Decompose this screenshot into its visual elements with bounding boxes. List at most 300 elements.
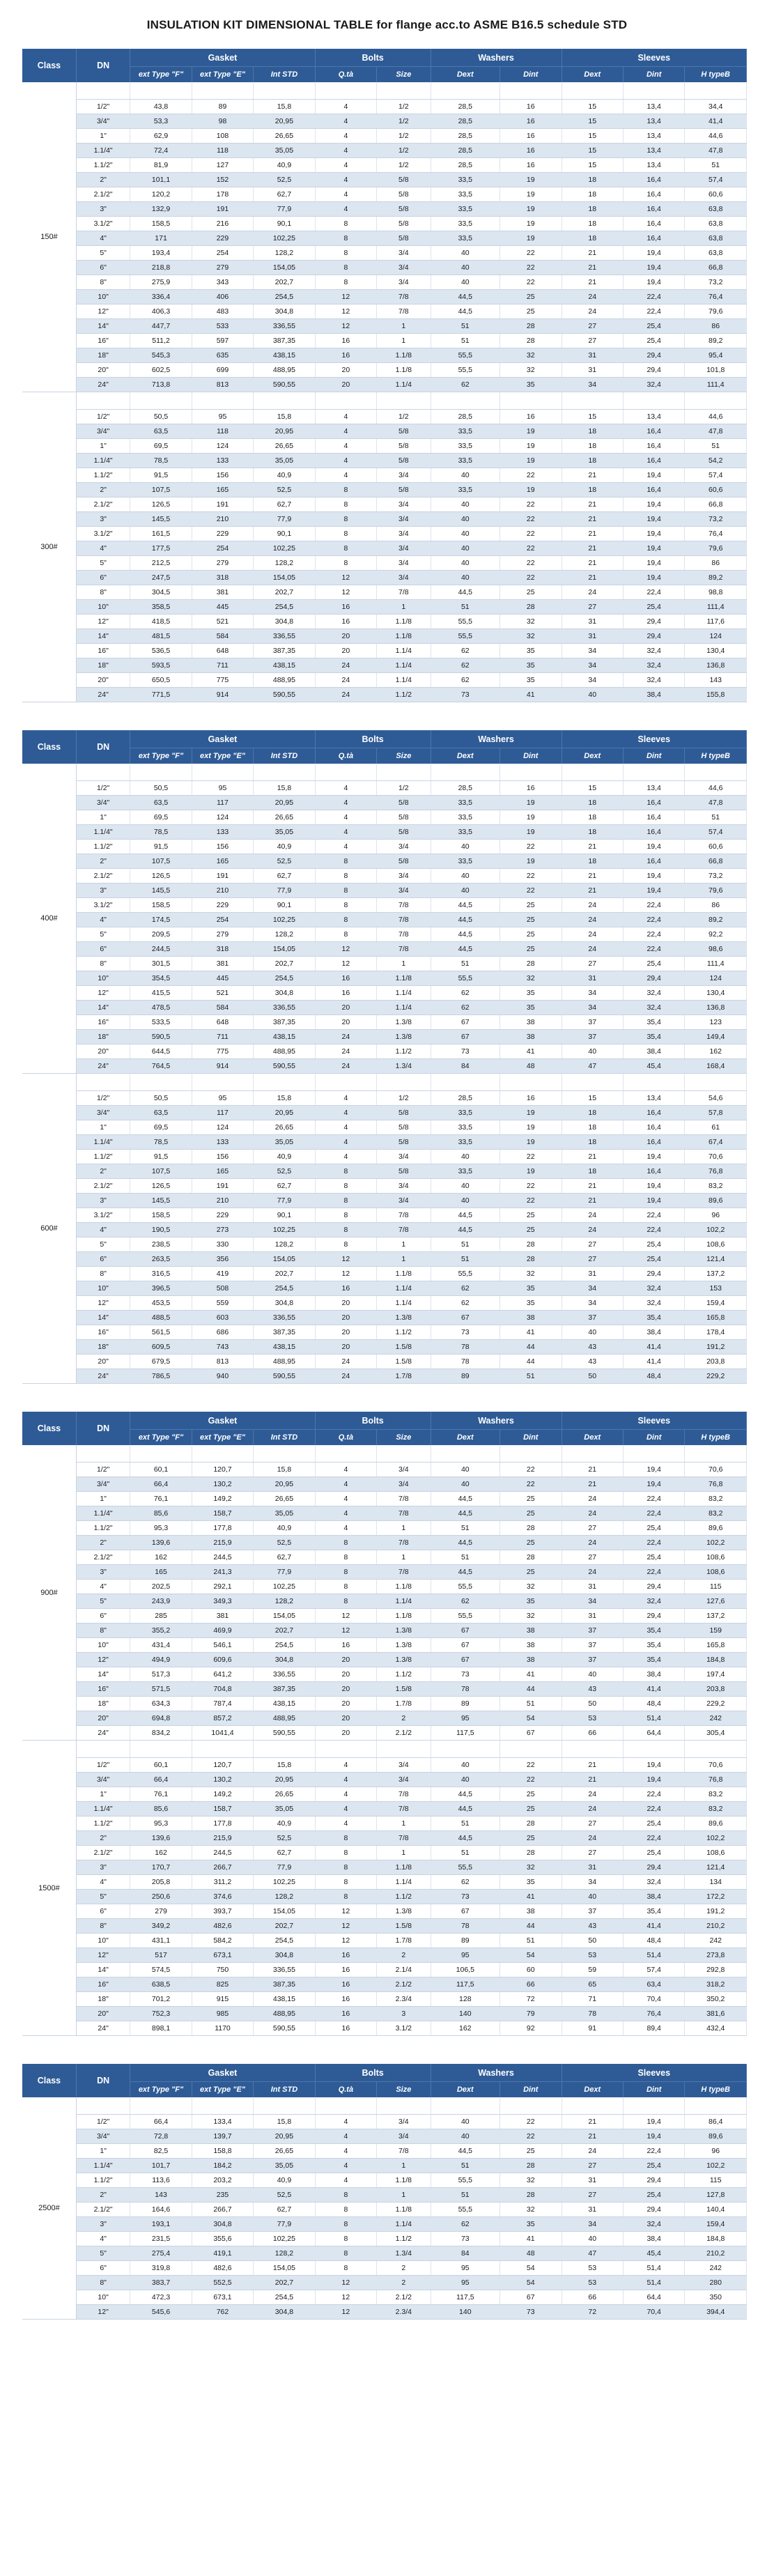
table-row bbox=[22, 1802, 747, 1817]
empty-cell bbox=[500, 1445, 562, 1463]
cell-dext: 51 bbox=[431, 1237, 500, 1252]
table-row bbox=[22, 884, 747, 898]
cell-dint: 19,4 bbox=[623, 512, 684, 527]
cell-dint: 16 bbox=[500, 100, 562, 114]
cell-size: 2.3/4 bbox=[377, 2305, 431, 2320]
cell-int-std: 20,95 bbox=[254, 1106, 315, 1120]
cell-ext-e: 133 bbox=[192, 825, 253, 840]
table-row bbox=[22, 615, 747, 629]
cell-size: 1.1/8 bbox=[377, 629, 431, 644]
cell-h-typeb: 130,4 bbox=[685, 986, 747, 1001]
cell-ext-e: 609,6 bbox=[192, 1653, 253, 1667]
cell-dint: 48 bbox=[500, 1059, 562, 1074]
cell-h-typeb: 83,2 bbox=[685, 1179, 747, 1194]
cell-size: 5/8 bbox=[377, 483, 431, 498]
cell-ext-e: 482,6 bbox=[192, 2261, 253, 2276]
cell-dext: 18 bbox=[562, 1135, 623, 1150]
cell-dint: 19 bbox=[500, 1164, 562, 1179]
cell-dext: 55,5 bbox=[431, 1609, 500, 1624]
cell-dint: 16 bbox=[500, 781, 562, 796]
cell-qty: 4 bbox=[315, 1477, 376, 1492]
cell-ext-e: 203,2 bbox=[192, 2173, 253, 2188]
cell-dext: 44,5 bbox=[431, 913, 500, 927]
cell-ext-f: 431,1 bbox=[130, 1934, 192, 1948]
cell-qty: 8 bbox=[315, 2232, 376, 2246]
cell-dint: 22 bbox=[500, 2115, 562, 2129]
cell-dint: 16,4 bbox=[623, 1135, 684, 1150]
cell-dint: 25 bbox=[500, 1506, 562, 1521]
header-sleeves: Sleeves bbox=[562, 1412, 747, 1430]
empty-cell bbox=[254, 1741, 315, 1758]
cell-dn: 14" bbox=[76, 1667, 130, 1682]
header-row bbox=[22, 730, 747, 748]
cell-ext-f: 107,5 bbox=[130, 1164, 192, 1179]
cell-dn: 12" bbox=[76, 2305, 130, 2320]
cell-dext: 21 bbox=[562, 1758, 623, 1773]
cell-size: 5/8 bbox=[377, 439, 431, 454]
cell-ext-f: 771,5 bbox=[130, 688, 192, 702]
cell-int-std: 35,05 bbox=[254, 1135, 315, 1150]
cell-ext-f: 145,5 bbox=[130, 1194, 192, 1208]
subheader-int-std: Int STD bbox=[254, 748, 315, 764]
cell-int-std: 35,05 bbox=[254, 144, 315, 158]
cell-int-std: 128,2 bbox=[254, 1237, 315, 1252]
cell-dint: 38,4 bbox=[623, 1890, 684, 1904]
cell-dint: 16,4 bbox=[623, 796, 684, 810]
cell-dext: 18 bbox=[562, 439, 623, 454]
cell-dext: 21 bbox=[562, 840, 623, 854]
table-row bbox=[22, 1948, 747, 1963]
cell-ext-f: 69,5 bbox=[130, 439, 192, 454]
cell-ext-e: 156 bbox=[192, 1150, 253, 1164]
cell-int-std: 590,55 bbox=[254, 2021, 315, 2036]
cell-h-typeb: 149,4 bbox=[685, 1030, 747, 1044]
cell-h-typeb: 102,2 bbox=[685, 1223, 747, 1237]
cell-ext-e: 775 bbox=[192, 673, 253, 688]
cell-dext: 44,5 bbox=[431, 942, 500, 957]
cell-dext: 31 bbox=[562, 629, 623, 644]
cell-size: 1.3/4 bbox=[377, 2246, 431, 2261]
cell-dint: 32,4 bbox=[623, 1594, 684, 1609]
cell-h-typeb: 83,2 bbox=[685, 1506, 747, 1521]
cell-ext-e: 775 bbox=[192, 1044, 253, 1059]
cell-dn: 24" bbox=[76, 2021, 130, 2036]
cell-dext: 33,5 bbox=[431, 187, 500, 202]
table-row bbox=[22, 454, 747, 468]
cell-int-std: 336,55 bbox=[254, 629, 315, 644]
cell-qty: 12 bbox=[315, 1934, 376, 1948]
empty-cell bbox=[431, 764, 500, 781]
cell-dext: 28,5 bbox=[431, 158, 500, 173]
cell-dext: 40 bbox=[431, 1150, 500, 1164]
cell-h-typeb: 83,2 bbox=[685, 1492, 747, 1506]
cell-size: 1.3/8 bbox=[377, 1624, 431, 1638]
cell-dint: 25 bbox=[500, 1536, 562, 1550]
cell-dn: 24" bbox=[76, 688, 130, 702]
cell-dint: 41 bbox=[500, 2232, 562, 2246]
cell-size: 1.1/2 bbox=[377, 1044, 431, 1059]
cell-dint: 19 bbox=[500, 483, 562, 498]
cell-dint: 19 bbox=[500, 187, 562, 202]
cell-int-std: 254,5 bbox=[254, 1638, 315, 1653]
cell-dint: 35,4 bbox=[623, 1653, 684, 1667]
cell-dint: 13,4 bbox=[623, 100, 684, 114]
cell-ext-f: 609,5 bbox=[130, 1340, 192, 1355]
tables-container bbox=[22, 49, 747, 2320]
cell-int-std: 304,8 bbox=[254, 1296, 315, 1311]
cell-ext-f: 571,5 bbox=[130, 1682, 192, 1697]
cell-dn: 1.1/2" bbox=[76, 158, 130, 173]
cell-dext: 21 bbox=[562, 571, 623, 585]
cell-h-typeb: 51 bbox=[685, 439, 747, 454]
cell-dext: 67 bbox=[431, 1030, 500, 1044]
cell-size: 1.1/8 bbox=[377, 348, 431, 363]
cell-qty: 8 bbox=[315, 1846, 376, 1860]
cell-ext-f: 171 bbox=[130, 231, 192, 246]
cell-dn: 3" bbox=[76, 1860, 130, 1875]
cell-int-std: 254,5 bbox=[254, 971, 315, 986]
cell-dint: 38 bbox=[500, 1015, 562, 1030]
cell-dn: 12" bbox=[76, 986, 130, 1001]
cell-qty: 4 bbox=[315, 1758, 376, 1773]
cell-size: 3/4 bbox=[377, 1463, 431, 1477]
cell-dn: 6" bbox=[76, 571, 130, 585]
cell-ext-f: 63,5 bbox=[130, 424, 192, 439]
cell-ext-f: 81,9 bbox=[130, 158, 192, 173]
cell-size: 7/8 bbox=[377, 898, 431, 913]
cell-dn: 5" bbox=[76, 2246, 130, 2261]
cell-dint: 54 bbox=[500, 2276, 562, 2290]
cell-dext: 15 bbox=[562, 781, 623, 796]
cell-dint: 16,4 bbox=[623, 1164, 684, 1179]
cell-dint: 19 bbox=[500, 454, 562, 468]
cell-qty: 24 bbox=[315, 673, 376, 688]
empty-cell bbox=[623, 764, 684, 781]
cell-int-std: 154,05 bbox=[254, 571, 315, 585]
cell-dext: 40 bbox=[431, 498, 500, 512]
cell-size: 3/4 bbox=[377, 1477, 431, 1492]
cell-ext-e: 1041,4 bbox=[192, 1726, 253, 1741]
table-row bbox=[22, 1758, 747, 1773]
cell-dint: 41 bbox=[500, 1044, 562, 1059]
cell-int-std: 102,25 bbox=[254, 1223, 315, 1237]
cell-int-std: 438,15 bbox=[254, 1340, 315, 1355]
cell-dint: 19,4 bbox=[623, 556, 684, 571]
cell-dint: 29,4 bbox=[623, 1267, 684, 1281]
cell-dext: 44,5 bbox=[431, 898, 500, 913]
cell-size: 3/4 bbox=[377, 246, 431, 261]
cell-ext-e: 393,7 bbox=[192, 1904, 253, 1919]
cell-int-std: 254,5 bbox=[254, 600, 315, 615]
cell-dext: 117,5 bbox=[431, 1726, 500, 1741]
cell-size: 3/4 bbox=[377, 498, 431, 512]
cell-dext: 55,5 bbox=[431, 1580, 500, 1594]
cell-dint: 22 bbox=[500, 556, 562, 571]
cell-size: 1.1/4 bbox=[377, 378, 431, 392]
cell-dint: 70,4 bbox=[623, 2305, 684, 2320]
cell-int-std: 387,35 bbox=[254, 1682, 315, 1697]
subheader-ext-e: ext Type "E" bbox=[192, 1430, 253, 1446]
cell-dext: 37 bbox=[562, 1311, 623, 1325]
cell-size: 1.1/2 bbox=[377, 1325, 431, 1340]
cell-h-typeb: 111,4 bbox=[685, 378, 747, 392]
cell-qty: 8 bbox=[315, 1179, 376, 1194]
cell-dext: 55,5 bbox=[431, 348, 500, 363]
empty-cell bbox=[76, 2097, 130, 2115]
cell-dn: 2" bbox=[76, 854, 130, 869]
table-row bbox=[22, 231, 747, 246]
cell-dn: 1.1/4" bbox=[76, 1135, 130, 1150]
cell-dn: 1" bbox=[76, 439, 130, 454]
cell-dn: 5" bbox=[76, 556, 130, 571]
cell-dint: 41 bbox=[500, 688, 562, 702]
cell-dext: 21 bbox=[562, 527, 623, 541]
cell-ext-e: 177,8 bbox=[192, 1817, 253, 1831]
cell-dext: 24 bbox=[562, 1208, 623, 1223]
cell-dint: 16 bbox=[500, 114, 562, 129]
cell-qty: 12 bbox=[315, 1904, 376, 1919]
table-gap bbox=[22, 702, 747, 730]
cell-int-std: 202,7 bbox=[254, 2276, 315, 2290]
cell-dext: 18 bbox=[562, 810, 623, 825]
table-row bbox=[22, 1904, 747, 1919]
cell-ext-f: 101,1 bbox=[130, 173, 192, 187]
cell-size: 7/8 bbox=[377, 585, 431, 600]
table-row bbox=[22, 512, 747, 527]
cell-ext-e: 156 bbox=[192, 840, 253, 854]
subheader-dint: Dint bbox=[500, 67, 562, 83]
cell-ext-f: 60,1 bbox=[130, 1758, 192, 1773]
cell-qty: 8 bbox=[315, 483, 376, 498]
cell-ext-f: 574,5 bbox=[130, 1963, 192, 1977]
cell-ext-e: 813 bbox=[192, 378, 253, 392]
cell-dint: 28 bbox=[500, 1817, 562, 1831]
cell-ext-e: 130,2 bbox=[192, 1773, 253, 1787]
table-row bbox=[22, 927, 747, 942]
cell-dext: 43 bbox=[562, 1682, 623, 1697]
cell-ext-e: 279 bbox=[192, 556, 253, 571]
class-label: 1500# bbox=[22, 1741, 76, 2036]
cell-int-std: 52,5 bbox=[254, 173, 315, 187]
subheader-h-typeb: H typeB bbox=[685, 67, 747, 83]
cell-dext: 27 bbox=[562, 1252, 623, 1267]
cell-h-typeb: 57,4 bbox=[685, 825, 747, 840]
cell-h-typeb: 143 bbox=[685, 673, 747, 688]
table-row bbox=[22, 1369, 747, 1384]
cell-qty: 8 bbox=[315, 927, 376, 942]
cell-dext: 162 bbox=[431, 2021, 500, 2036]
table-row bbox=[22, 1609, 747, 1624]
empty-cell bbox=[562, 1074, 623, 1091]
cell-dint: 25,4 bbox=[623, 1817, 684, 1831]
cell-int-std: 77,9 bbox=[254, 1565, 315, 1580]
cell-dext: 24 bbox=[562, 898, 623, 913]
cell-dint: 51 bbox=[500, 1934, 562, 1948]
cell-dext: 24 bbox=[562, 942, 623, 957]
cell-h-typeb: 63,8 bbox=[685, 217, 747, 231]
cell-h-typeb: 101,8 bbox=[685, 363, 747, 378]
cell-dext: 73 bbox=[431, 2232, 500, 2246]
cell-dn: 18" bbox=[76, 1992, 130, 2007]
cell-dn: 1.1/2" bbox=[76, 840, 130, 854]
cell-dint: 19,4 bbox=[623, 884, 684, 898]
cell-h-typeb: 76,8 bbox=[685, 1773, 747, 1787]
cell-dext: 27 bbox=[562, 1521, 623, 1536]
cell-size: 2 bbox=[377, 1711, 431, 1726]
cell-h-typeb: 292,8 bbox=[685, 1963, 747, 1977]
table-row bbox=[22, 644, 747, 658]
subheader-dint: Dint bbox=[623, 1430, 684, 1446]
cell-h-typeb: 210,2 bbox=[685, 1919, 747, 1934]
cell-dint: 19 bbox=[500, 173, 562, 187]
cell-dn: 2" bbox=[76, 1164, 130, 1179]
table-row bbox=[22, 1682, 747, 1697]
cell-dext: 51 bbox=[431, 1846, 500, 1860]
table-row bbox=[22, 1550, 747, 1565]
cell-size: 2 bbox=[377, 2261, 431, 2276]
cell-dn: 24" bbox=[76, 1726, 130, 1741]
table-row bbox=[22, 1667, 747, 1682]
table-row bbox=[22, 2290, 747, 2305]
cell-dint: 28 bbox=[500, 334, 562, 348]
empty-cell bbox=[254, 392, 315, 410]
cell-ext-e: 648 bbox=[192, 644, 253, 658]
cell-qty: 4 bbox=[315, 2159, 376, 2173]
cell-int-std: 15,8 bbox=[254, 100, 315, 114]
cell-qty: 4 bbox=[315, 100, 376, 114]
empty-cell bbox=[431, 82, 500, 100]
cell-h-typeb: 92,2 bbox=[685, 927, 747, 942]
cell-h-typeb: 86 bbox=[685, 556, 747, 571]
cell-qty: 4 bbox=[315, 468, 376, 483]
cell-dn: 3" bbox=[76, 884, 130, 898]
cell-dext: 21 bbox=[562, 1150, 623, 1164]
cell-dint: 16,4 bbox=[623, 810, 684, 825]
cell-dext: 106,5 bbox=[431, 1963, 500, 1977]
cell-ext-f: 170,7 bbox=[130, 1860, 192, 1875]
cell-dint: 29,4 bbox=[623, 1580, 684, 1594]
cell-dint: 22 bbox=[500, 2129, 562, 2144]
cell-dint: 32 bbox=[500, 1860, 562, 1875]
cell-size: 7/8 bbox=[377, 1223, 431, 1237]
cell-size: 1 bbox=[377, 600, 431, 615]
cell-ext-e: 120,7 bbox=[192, 1463, 253, 1477]
cell-qty: 8 bbox=[315, 1208, 376, 1223]
cell-size: 5/8 bbox=[377, 1120, 431, 1135]
cell-size: 7/8 bbox=[377, 1536, 431, 1550]
cell-size: 7/8 bbox=[377, 290, 431, 304]
cell-dint: 25 bbox=[500, 1802, 562, 1817]
cell-ext-f: 834,2 bbox=[130, 1726, 192, 1741]
subheader-dext: Dext bbox=[562, 2082, 623, 2098]
cell-qty: 4 bbox=[315, 825, 376, 840]
cell-ext-e: 244,5 bbox=[192, 1550, 253, 1565]
cell-ext-f: 679,5 bbox=[130, 1355, 192, 1369]
cell-dext: 21 bbox=[562, 1194, 623, 1208]
cell-ext-f: 701,2 bbox=[130, 1992, 192, 2007]
cell-size: 1 bbox=[377, 1237, 431, 1252]
subheader-int-std: Int STD bbox=[254, 2082, 315, 2098]
cell-dext: 40 bbox=[431, 246, 500, 261]
cell-dext: 31 bbox=[562, 363, 623, 378]
cell-dint: 38 bbox=[500, 1904, 562, 1919]
cell-dint: 51,4 bbox=[623, 1711, 684, 1726]
cell-dint: 19 bbox=[500, 1135, 562, 1150]
cell-qty: 20 bbox=[315, 629, 376, 644]
cell-dext: 51 bbox=[431, 2159, 500, 2173]
cell-dext: 34 bbox=[562, 2217, 623, 2232]
cell-ext-f: 593,5 bbox=[130, 658, 192, 673]
table-row bbox=[22, 1697, 747, 1711]
cell-dext: 47 bbox=[562, 1059, 623, 1074]
cell-ext-e: 165 bbox=[192, 1164, 253, 1179]
cell-dint: 45,4 bbox=[623, 1059, 684, 1074]
cell-dint: 22 bbox=[500, 1477, 562, 1492]
empty-cell bbox=[623, 82, 684, 100]
cell-qty: 8 bbox=[315, 884, 376, 898]
cell-ext-e: 158,7 bbox=[192, 1802, 253, 1817]
header-class: Class bbox=[22, 730, 76, 764]
cell-ext-f: 50,5 bbox=[130, 410, 192, 424]
cell-dext: 21 bbox=[562, 541, 623, 556]
cell-dn: 2.1/2" bbox=[76, 1550, 130, 1565]
cell-ext-f: 69,5 bbox=[130, 810, 192, 825]
table-row bbox=[22, 1223, 747, 1237]
cell-int-std: 387,35 bbox=[254, 644, 315, 658]
cell-dint: 70,4 bbox=[623, 1992, 684, 2007]
cell-dext: 33,5 bbox=[431, 439, 500, 454]
cell-int-std: 387,35 bbox=[254, 1325, 315, 1340]
cell-dext: 18 bbox=[562, 202, 623, 217]
cell-ext-f: 95,3 bbox=[130, 1521, 192, 1536]
cell-int-std: 590,55 bbox=[254, 1726, 315, 1741]
cell-int-std: 26,65 bbox=[254, 1120, 315, 1135]
empty-cell bbox=[500, 1741, 562, 1758]
cell-dext: 27 bbox=[562, 1237, 623, 1252]
cell-size: 7/8 bbox=[377, 1787, 431, 1802]
table-row bbox=[22, 1653, 747, 1667]
cell-size: 1 bbox=[377, 2159, 431, 2173]
cell-size: 3/4 bbox=[377, 869, 431, 884]
cell-dint: 22,4 bbox=[623, 1802, 684, 1817]
cell-qty: 12 bbox=[315, 957, 376, 971]
cell-dext: 50 bbox=[562, 1697, 623, 1711]
cell-dn: 4" bbox=[76, 1580, 130, 1594]
cell-qty: 20 bbox=[315, 1311, 376, 1325]
cell-dext: 67 bbox=[431, 1904, 500, 1919]
cell-dn: 5" bbox=[76, 1594, 130, 1609]
cell-dint: 32,4 bbox=[623, 1281, 684, 1296]
cell-ext-f: 355,2 bbox=[130, 1624, 192, 1638]
cell-dn: 10" bbox=[76, 1638, 130, 1653]
cell-h-typeb: 184,8 bbox=[685, 1653, 747, 1667]
cell-size: 5/8 bbox=[377, 187, 431, 202]
empty-cell bbox=[315, 82, 376, 100]
cell-dn: 6" bbox=[76, 1609, 130, 1624]
cell-ext-e: 156 bbox=[192, 468, 253, 483]
table-row bbox=[22, 1463, 747, 1477]
cell-dint: 19,4 bbox=[623, 1194, 684, 1208]
cell-int-std: 304,8 bbox=[254, 1653, 315, 1667]
table-row bbox=[22, 1150, 747, 1164]
cell-dext: 34 bbox=[562, 378, 623, 392]
cell-h-typeb: 67,4 bbox=[685, 1135, 747, 1150]
cell-int-std: 488,95 bbox=[254, 363, 315, 378]
cell-size: 5/8 bbox=[377, 1106, 431, 1120]
cell-ext-f: 132,9 bbox=[130, 202, 192, 217]
cell-dn: 10" bbox=[76, 2290, 130, 2305]
cell-size: 2.3/4 bbox=[377, 1992, 431, 2007]
